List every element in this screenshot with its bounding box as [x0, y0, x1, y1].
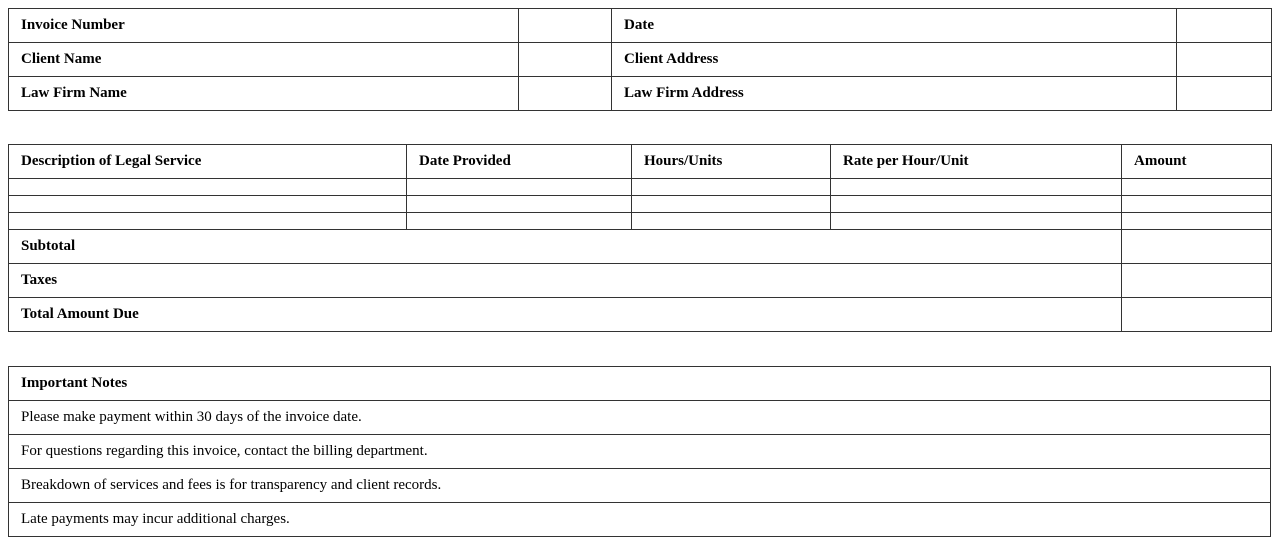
- column-header: Description of Legal Service: [9, 145, 407, 179]
- cell[interactable]: [1122, 179, 1272, 196]
- cell[interactable]: [407, 179, 632, 196]
- cell[interactable]: [831, 196, 1122, 213]
- column-header: Amount: [1122, 145, 1272, 179]
- taxes-value[interactable]: [1122, 264, 1272, 298]
- cell[interactable]: [9, 179, 407, 196]
- law-firm-name-value[interactable]: [519, 77, 612, 111]
- column-header: Rate per Hour/Unit: [831, 145, 1122, 179]
- notes-table: [8, 366, 1271, 537]
- law-firm-address-value[interactable]: [1177, 77, 1272, 111]
- note-item: Late payments may incur additional charges.: [9, 503, 1271, 537]
- total-value[interactable]: [1122, 298, 1272, 332]
- invoice-number-value[interactable]: [519, 9, 612, 43]
- cell[interactable]: [9, 196, 407, 213]
- cell[interactable]: [407, 196, 632, 213]
- cell[interactable]: [632, 179, 831, 196]
- table-header-row: [9, 145, 1272, 179]
- cell[interactable]: [632, 213, 831, 230]
- invoice-info-table: [8, 8, 1272, 111]
- client-name-label: Client Name: [9, 43, 519, 77]
- law-firm-name-label: Law Firm Name: [9, 77, 519, 111]
- client-address-label: Client Address: [612, 43, 1177, 77]
- table-row: [9, 179, 1272, 196]
- cell[interactable]: [831, 213, 1122, 230]
- date-value[interactable]: [1177, 9, 1272, 43]
- subtotal-value[interactable]: [1122, 230, 1272, 264]
- note-item: For questions regarding this invoice, contact the billing department.: [9, 435, 1271, 469]
- cell[interactable]: [632, 196, 831, 213]
- table-row: [9, 196, 1272, 213]
- column-header: Hours/Units: [632, 145, 831, 179]
- law-firm-address-label: Law Firm Address: [612, 77, 1177, 111]
- invoice-number-label: Invoice Number: [9, 9, 519, 43]
- cell[interactable]: [831, 179, 1122, 196]
- cell[interactable]: [407, 213, 632, 230]
- cell[interactable]: [1122, 213, 1272, 230]
- note-item: Breakdown of services and fees is for transparency and client records.: [9, 469, 1271, 503]
- table-row: [9, 213, 1272, 230]
- client-address-value[interactable]: [1177, 43, 1272, 77]
- services-table: [8, 144, 1272, 332]
- column-header: Date Provided: [407, 145, 632, 179]
- client-name-value[interactable]: [519, 43, 612, 77]
- subtotal-label: Subtotal: [9, 230, 1122, 264]
- total-label: Total Amount Due: [9, 298, 1122, 332]
- cell[interactable]: [9, 213, 407, 230]
- taxes-label: Taxes: [9, 264, 1122, 298]
- date-label: Date: [612, 9, 1177, 43]
- cell[interactable]: [1122, 196, 1272, 213]
- note-item: Please make payment within 30 days of the invoice date.: [9, 401, 1271, 435]
- notes-title: Important Notes: [9, 367, 1271, 401]
